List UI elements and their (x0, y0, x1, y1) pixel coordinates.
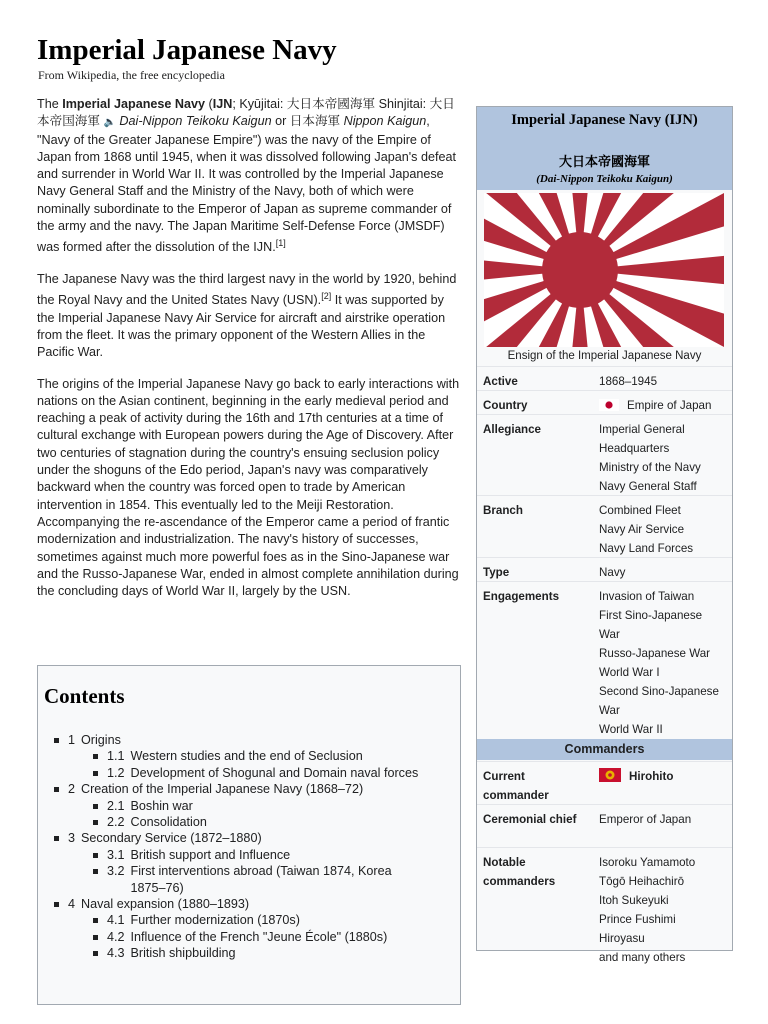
infobox-value-item[interactable]: War (599, 704, 620, 717)
toc-number: 2.2 (107, 815, 125, 830)
toc-number: 2 (68, 782, 76, 797)
infobox-row (477, 581, 732, 739)
text-run: ; Kyūjitai: 大日本帝國海軍 Shinjitai: 大日本帝国海軍 (37, 97, 455, 129)
infobox-value-item[interactable]: Navy (599, 566, 626, 579)
toc-number: 2.1 (107, 798, 125, 813)
toc-list (68, 732, 453, 962)
imperial-seal-icon (599, 768, 621, 788)
infobox-value (599, 853, 729, 967)
page-subtitle: From Wikipedia, the free encyclopedia (38, 68, 225, 82)
infobox-row (477, 495, 732, 558)
romaji-text: Nippon Kaigun (343, 114, 427, 129)
infobox-value-item[interactable]: Navy Land Forces (599, 542, 694, 555)
reference-link[interactable]: [1] (275, 238, 286, 249)
infobox-value-item[interactable]: Prince Fushimi (599, 913, 676, 926)
infobox-label: Notable commanders (483, 856, 556, 888)
bold-term: Imperial Japanese Navy (62, 97, 206, 111)
infobox-value-item[interactable]: War (599, 628, 620, 641)
infobox-value-item[interactable]: Navy Air Service (599, 523, 685, 536)
infobox-value-item[interactable]: Ministry of the Navy (599, 461, 701, 474)
article-body (37, 96, 462, 614)
toc-label[interactable]: Development of Shogunal and Domain naval forces (130, 765, 419, 780)
infobox-value-item[interactable]: Itoh Sukeyuki (599, 894, 669, 907)
infobox-value-item[interactable]: 1868–1945 (599, 375, 658, 388)
infobox-romaji: (Dai-Nippon Teikoku Kaigun) (536, 173, 673, 185)
infobox-label: Current commander (483, 770, 549, 802)
infobox-caption: Ensign of the Imperial Japanese Navy (507, 350, 702, 362)
infobox-label: Country (483, 399, 528, 412)
infobox-value-item[interactable]: Combined Fleet (599, 504, 681, 517)
toc-item[interactable] (68, 896, 453, 912)
rising-sun-ensign-image[interactable] (484, 193, 724, 347)
table-of-contents (37, 665, 461, 1005)
infobox-label: Branch (483, 504, 523, 517)
toc-number: 1.1 (107, 749, 125, 764)
infobox-value-item[interactable]: World War II (599, 723, 663, 736)
reference-link[interactable]: [2] (321, 291, 332, 302)
toc-subitem[interactable] (107, 929, 453, 945)
infobox-value (599, 420, 729, 496)
toc-item[interactable] (68, 781, 453, 797)
toc-label[interactable]: Secondary Service (1872–1880) (81, 831, 262, 846)
infobox-row (477, 390, 732, 415)
infobox-value-item[interactable]: Navy General Staff (599, 480, 697, 493)
infobox-label: Allegiance (483, 423, 541, 436)
infobox-label: Active (483, 375, 518, 388)
toc-subitem[interactable] (107, 847, 453, 863)
infobox-value-item[interactable]: Emperor of Japan (599, 813, 692, 826)
toc-sublist (68, 798, 453, 831)
infobox-value (599, 372, 729, 391)
toc-label[interactable]: Naval expansion (1880–1893) (81, 897, 250, 912)
infobox-value-item[interactable]: First Sino-Japanese (599, 609, 703, 622)
toc-label[interactable]: Creation of the Imperial Japanese Navy (1868–72) (81, 782, 364, 797)
toc-subitem[interactable] (107, 798, 453, 814)
text-run: The Japanese Navy was the third largest navy in the world by 1920, behind the Royal Navy and the United States Navy (USN). (37, 271, 457, 308)
bold-abbr: IJN (212, 97, 233, 111)
infobox-label: Ceremonial chief (483, 813, 577, 826)
toc-number: 1.2 (107, 765, 125, 780)
infobox-kanji: 大日本帝國海軍 (558, 155, 650, 170)
toc-subitem[interactable] (107, 945, 453, 961)
third-paragraph: The origins of the Imperial Japanese Navy go back to early interactions with nations on the Asian continent, beginning in the early medieval period and reaching a peak of activity during the 16th and 17th centuries at a time of cultural exchange with European powers during the Age of Discovery. After two centuries of stagnation during the country's ensuing seclusion policy under the shoguns of the Edo period, Japan's navy was comparatively backward when the country was forced open to trade by American intervention in 1854. This eventually led to the Meiji Restoration. Accompanying the re-ascendance of the Emperor came a period of frantic modernization and industrialization. The navy's history of successes, sometimes against much more powerful foes as in the Sino-Japanese war and the Russo-Japanese War, ended in almost complete annihilation during the concluding days of World War II, largely by the USN. (37, 376, 460, 599)
toc-label[interactable]: Origins (81, 733, 121, 747)
toc-number: 4.2 (107, 929, 125, 944)
infobox-title: Imperial Japanese Navy (IJN) (511, 112, 698, 128)
toc-number: 3 (68, 831, 76, 846)
toc-subitem[interactable] (107, 912, 453, 928)
toc-label[interactable]: Boshin war (130, 798, 193, 813)
infobox-value (599, 810, 729, 829)
toc-number: 4.3 (107, 946, 125, 961)
toc-label[interactable]: Consolidation (130, 815, 207, 830)
second-paragraph (37, 271, 462, 362)
infobox-row (477, 557, 732, 582)
infobox-row (477, 847, 732, 967)
toc-subitem[interactable] (107, 748, 453, 764)
toc-subitem[interactable] (107, 814, 453, 830)
infobox-value-item[interactable]: Russo-Japanese War (599, 647, 711, 660)
toc-number: 4 (68, 897, 76, 912)
commanders-heading: Commanders (477, 739, 732, 760)
toc-label[interactable]: Further modernization (1870s) (130, 913, 300, 928)
toc-number: 3.2 (107, 864, 125, 879)
infobox-row (477, 804, 732, 848)
toc-number: 4.1 (107, 913, 125, 928)
toc-sublist (68, 748, 453, 781)
infobox-label: Type (483, 566, 510, 579)
infobox-value-item[interactable]: Isoroku Yamamoto (599, 856, 696, 869)
infobox-value-item[interactable]: Empire of Japan (627, 399, 712, 412)
text-run: , "Navy of the Greater Japanese Empire") was the navy of the Empire of Japan from 1868 until 1945, when it was dissolved following Japan's defeat and surrender in World War II. It was controlled by the Imperial Japanese Navy General Staff and the Ministry of the Navy, both of which were nominally subordinate to the Emperor of Japan as supreme commander of the army and the navy. The Japan Maritime Self-Defense Force (JMSDF) was formed after the dissolution of the IJN. (37, 114, 456, 255)
infobox-row (477, 366, 732, 391)
infobox-row (477, 414, 732, 496)
toc-subitem[interactable] (107, 765, 453, 781)
infobox-value-item[interactable]: Second Sino-Japanese (599, 685, 719, 698)
text-run: or 日本海軍 (271, 114, 344, 129)
infobox-value-item[interactable]: Hirohito (629, 770, 674, 783)
toc-label[interactable]: Western studies and the end of Seclusion (130, 749, 363, 764)
toc-subitem[interactable] (107, 863, 453, 896)
infobox (476, 106, 733, 964)
toc-sublist (68, 912, 453, 961)
intro-paragraph (37, 96, 462, 257)
toc-label[interactable]: British support and Influence (130, 847, 291, 862)
toc-label[interactable]: Influence of the French "Jeune École" (1880s) (130, 929, 388, 944)
toc-item[interactable] (68, 732, 453, 748)
romaji-link[interactable]: Dai-Nippon Teikoku Kaigun (119, 114, 272, 129)
speaker-icon[interactable]: 🔈 (103, 117, 116, 129)
toc-title: Contents (44, 684, 125, 708)
infobox-value (599, 587, 729, 739)
infobox-header (477, 107, 732, 190)
toc-sublist (68, 847, 453, 896)
infobox-value (599, 767, 729, 788)
text-run: It was supported by the Imperial Japanese Navy Air Service for aircraft and airstrike operation from the fleet. It was the primary opponent of the Western Allies in the Pacific War. (37, 293, 446, 360)
infobox-value-item[interactable]: Imperial General (599, 423, 685, 436)
toc-label[interactable]: British shipbuilding (130, 946, 236, 961)
infobox-value-item[interactable]: Invasion of Taiwan (599, 590, 695, 603)
infobox-value-item[interactable]: and many others (599, 951, 686, 964)
infobox-value-item[interactable]: Headquarters (599, 442, 670, 455)
infobox-value-item[interactable]: Tōgō Heihachirō (599, 875, 685, 888)
text-run: ( (205, 97, 213, 111)
infobox-label: Engagements (483, 590, 560, 603)
infobox-row (477, 761, 732, 805)
toc-number: 3.1 (107, 847, 125, 862)
infobox-value (599, 501, 729, 558)
toc-item[interactable] (68, 830, 453, 846)
page-title: Imperial Japanese Navy (37, 34, 337, 66)
text-run: The (37, 97, 63, 111)
toc-label[interactable]: First interventions abroad (Taiwan 1874, Korea 1875–76) (130, 864, 392, 895)
infobox-value (599, 563, 729, 582)
infobox-value-item[interactable]: World War I (599, 666, 660, 679)
toc-number: 1 (68, 733, 76, 747)
infobox-value-item[interactable]: Hiroyasu (599, 932, 645, 945)
